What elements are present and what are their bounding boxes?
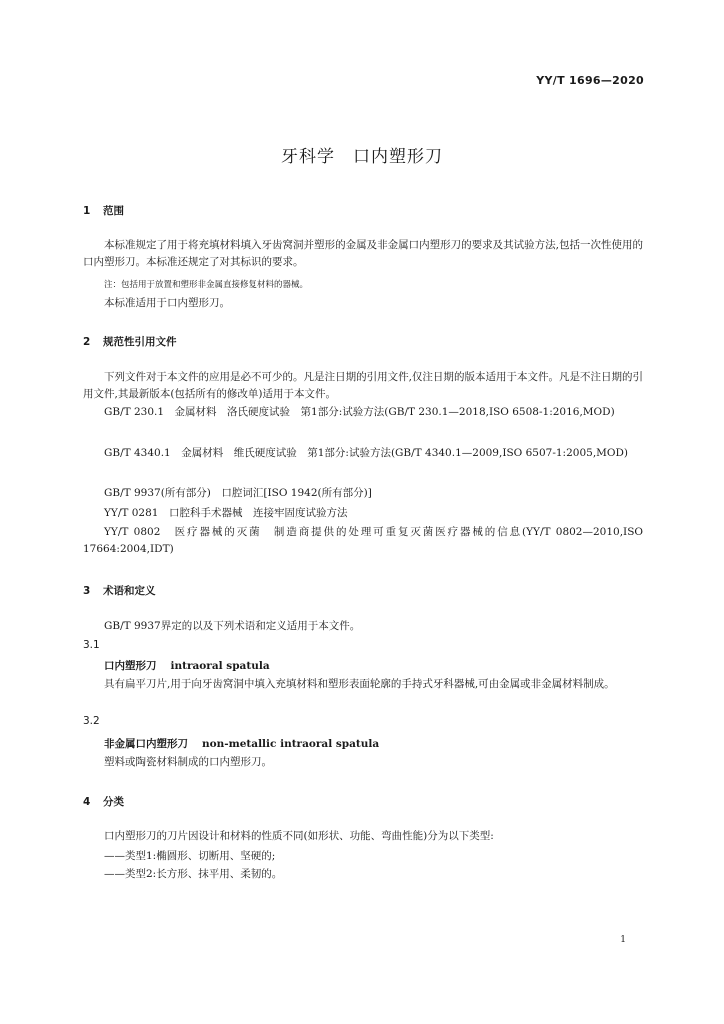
scope-paragraph: 本标准规定了用于将充填材料填入牙齿窝洞并塑形的金属及非金属口内塑形刀的要求及其试验方法,包括一次性使用的口内塑形刀。本标准还规定了对其标识的要求。 (83, 239, 643, 268)
classification-item: ——类型1:椭圆形、切断用、坚硬的; (104, 850, 276, 862)
term-number: 3.1 (83, 639, 100, 651)
document-title: 牙科学 口内塑形刀 (281, 147, 443, 167)
terms-intro: GB/T 9937界定的以及下列术语和定义适用于本文件。 (104, 620, 361, 632)
term-cn: 口内塑形刀 (104, 660, 157, 672)
section-number: 4 (83, 796, 91, 808)
reference-item: GB/T 230.1 金属材料 洛氏硬度试验 第1部分:试验方法(GB/T 230.1—2018,ISO 6508-1:2016,MOD) (104, 406, 615, 418)
classification-intro: 口内塑形刀的刀片因设计和材料的性质不同(如形状、功能、弯曲性能)分为以下类型: (104, 830, 494, 842)
section-2-heading (83, 334, 177, 349)
section-number: 2 (83, 336, 91, 348)
reference-item: GB/T 9937(所有部分) 口腔词汇[ISO 1942(所有部分)] (104, 487, 372, 499)
section-title: 范围 (103, 205, 124, 217)
reference-item: YY/T 0281 口腔科手术器械 连接牢固度试验方法 (104, 507, 348, 519)
section-number: 3 (83, 585, 91, 597)
section-title: 术语和定义 (103, 585, 156, 597)
section-4-heading (83, 794, 124, 809)
section-number: 1 (83, 205, 91, 217)
section-1-heading (83, 203, 124, 218)
reference-item: YY/T 0802 医疗器械的灭菌 制造商提供的处理可重复灭菌医疗器械的信息(YY/T 0802—2010,ISO 17664:2004,IDT) (83, 526, 643, 555)
references-intro: 下列文件对于本文件的应用是必不可少的。凡是注日期的引用文件,仅注日期的版本适用于本文件。凡是不注日期的引用文件,其最新版本(包括所有的修改单)适用于本文件。 (83, 371, 643, 400)
page-number: 1 (620, 935, 626, 945)
term-cn: 非金属口内塑形刀 (104, 738, 188, 750)
scope-applicability: 本标准适用于口内塑形刀。 (104, 297, 230, 309)
reference-item: GB/T 4340.1 金属材料 维氏硬度试验 第1部分:试验方法(GB/T 4340.1—2009,ISO 6507-1:2005,MOD) (104, 447, 629, 459)
term-heading (104, 736, 379, 751)
term-number: 3.2 (83, 715, 100, 727)
term-en: intraoral spatula (170, 660, 270, 672)
standard-code: YY/T 1696—2020 (536, 74, 644, 87)
term-definition: 具有扁平刀片,用于向牙齿窝洞中填入充填材料和塑形表面轮廓的手持式牙科器械,可由金属或非金属材料制成。 (104, 678, 615, 690)
term-en: non-metallic intraoral spatula (202, 738, 380, 750)
term-heading (104, 658, 270, 673)
classification-item: ——类型2:长方形、抹平用、柔韧的。 (104, 868, 283, 880)
scope-note: 注：包括用于放置和塑形非金属直接修复材料的器械。 (104, 280, 309, 290)
section-title: 规范性引用文件 (103, 336, 177, 348)
section-title: 分类 (103, 796, 124, 808)
term-definition: 塑料或陶瓷材料制成的口内塑形刀。 (104, 756, 272, 768)
section-3-heading (83, 583, 156, 598)
